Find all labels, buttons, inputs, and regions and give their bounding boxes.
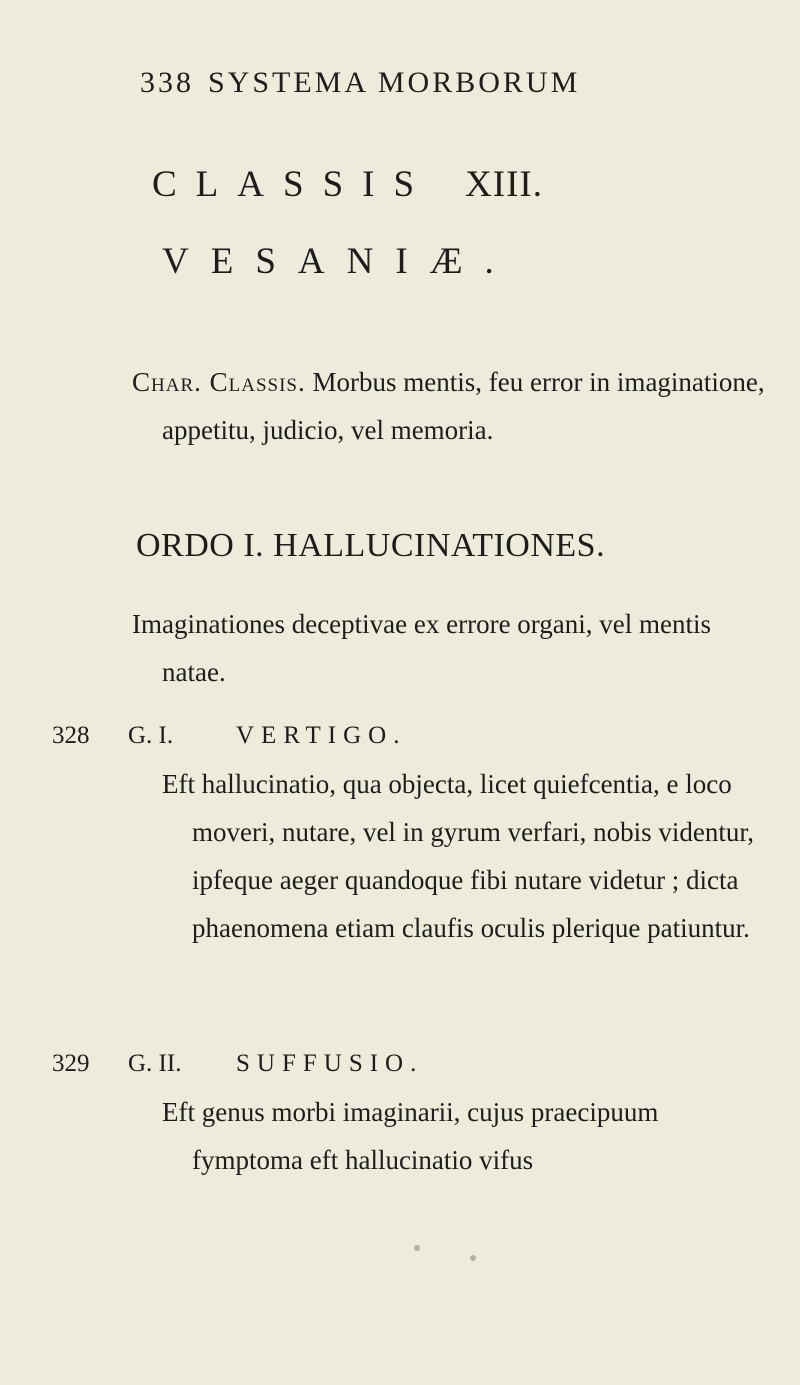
- genus-code: G. II.: [128, 1050, 182, 1077]
- ordo-heading: ORDO I. HALLUCINATIONES.: [136, 527, 606, 564]
- paper-speck: [470, 1255, 476, 1261]
- genus-entry: [52, 1040, 772, 1184]
- character-label: Char. Classis.: [132, 367, 306, 397]
- genus-heading: [52, 712, 772, 760]
- genus-name: VERTIGO.: [236, 722, 407, 749]
- genus-description: Eft hallucinatio, qua objecta, licet quiefcentia, e loco moveri, nutare, vel in gyrum verfari, nobis videntur, ipfeque aeger quandoque fibi nutare videtur ; dicta phaenomena etiam claufis oculis plerique patiuntur.: [162, 769, 755, 943]
- running-head: [140, 66, 580, 100]
- genus-name: SUFFUSIO.: [236, 1050, 424, 1077]
- genus-description: Eft genus morbi imaginarii, cujus praecipuum fymptoma eft hallucinatio vifus: [162, 1097, 659, 1175]
- paper-speck: [414, 1245, 420, 1251]
- class-name: VESANIÆ.: [162, 241, 516, 282]
- page-number: 338: [140, 66, 194, 99]
- genus-heading: [52, 1040, 772, 1088]
- class-character: [132, 358, 772, 454]
- genus-number: 329: [52, 1050, 90, 1077]
- class-heading: [152, 163, 543, 206]
- running-head-title: SYSTEMA MORBORUM: [208, 66, 581, 99]
- class-label: CLASSIS: [152, 164, 434, 205]
- class-numeral: XIII.: [465, 164, 543, 205]
- genus-code: G. I.: [128, 722, 174, 749]
- character-text: Morbus mentis, feu error in imaginatione, appetitu, judicio, vel memoria.: [162, 367, 765, 445]
- genus-number: 328: [52, 722, 90, 749]
- ordo-definition: Imaginationes deceptivae ex errore organi, vel mentis natae.: [132, 609, 712, 687]
- genus-entry: [52, 712, 772, 952]
